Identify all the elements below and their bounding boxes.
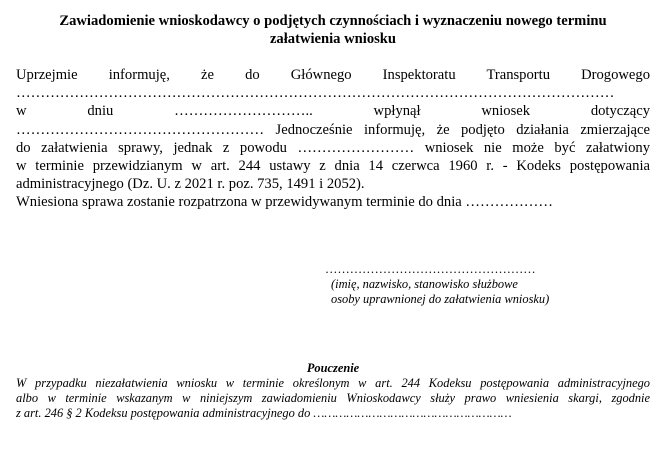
title-line-1: Zawiadomienie wnioskodawcy o podjętych czynnościach i wyznaczeniu nowego terminu (59, 13, 607, 29)
body-line-6: w terminie przewidzianym w art. 244 ustawy z dnia 14 czerwca 1960 r. - Kodeks postępowania (16, 158, 650, 175)
notice-heading: Pouczenie (306, 361, 360, 375)
body-line-8: Wniesiona sprawa zostanie rozpatrzona w przewidywanym terminie do dnia ……………… (16, 194, 553, 211)
signature-label-line-1: (imię, nazwisko, stanowisko służbowe (331, 277, 518, 291)
document-title (16, 12, 650, 48)
signature-label-line-2: osoby uprawnionej do załatwienia wniosku) (331, 292, 550, 306)
body-line-4: …………………………………………… Jednocześnie informuję, że podjęto działania zmierzające (16, 121, 650, 138)
body-line-7: administracyjnego (Dz. U. z 2021 r. poz. 735, 1491 i 2052). (16, 176, 365, 193)
signature-block (325, 262, 549, 307)
body-line-2: …………………………………………………………………………………………………………… (16, 85, 615, 102)
signature-dots: …………………………………………… (325, 262, 536, 276)
title-line-2: załatwienia wniosku (269, 31, 397, 47)
body-line-1: Uprzejmie informuję, że do Głównego Inspektoratu Transportu Drogowego (16, 67, 650, 83)
document-body (16, 66, 650, 212)
body-line-3: w dniu ……………………….. wpłynął wniosek dotyczący (16, 103, 650, 120)
body-line-5: do załatwienia sprawy, jednak z powodu …………………… wniosek nie może być załatwiony (16, 139, 650, 156)
notice-line-1: W przypadku niezałatwienia wniosku w terminie określonym w art. 244 Kodeksu postępowania administracyjnego (16, 376, 650, 390)
notice-text (16, 376, 650, 422)
notice-line-3: z art. 246 § 2 Kodeksu postępowania administracyjnego do ……………………………………………… (16, 406, 512, 421)
notice-line-2: albo w terminie wskazanym w niniejszym zawiadomieniu Wnioskodawcy służy prawo wniesienia skargi, zgodnie (16, 391, 650, 406)
